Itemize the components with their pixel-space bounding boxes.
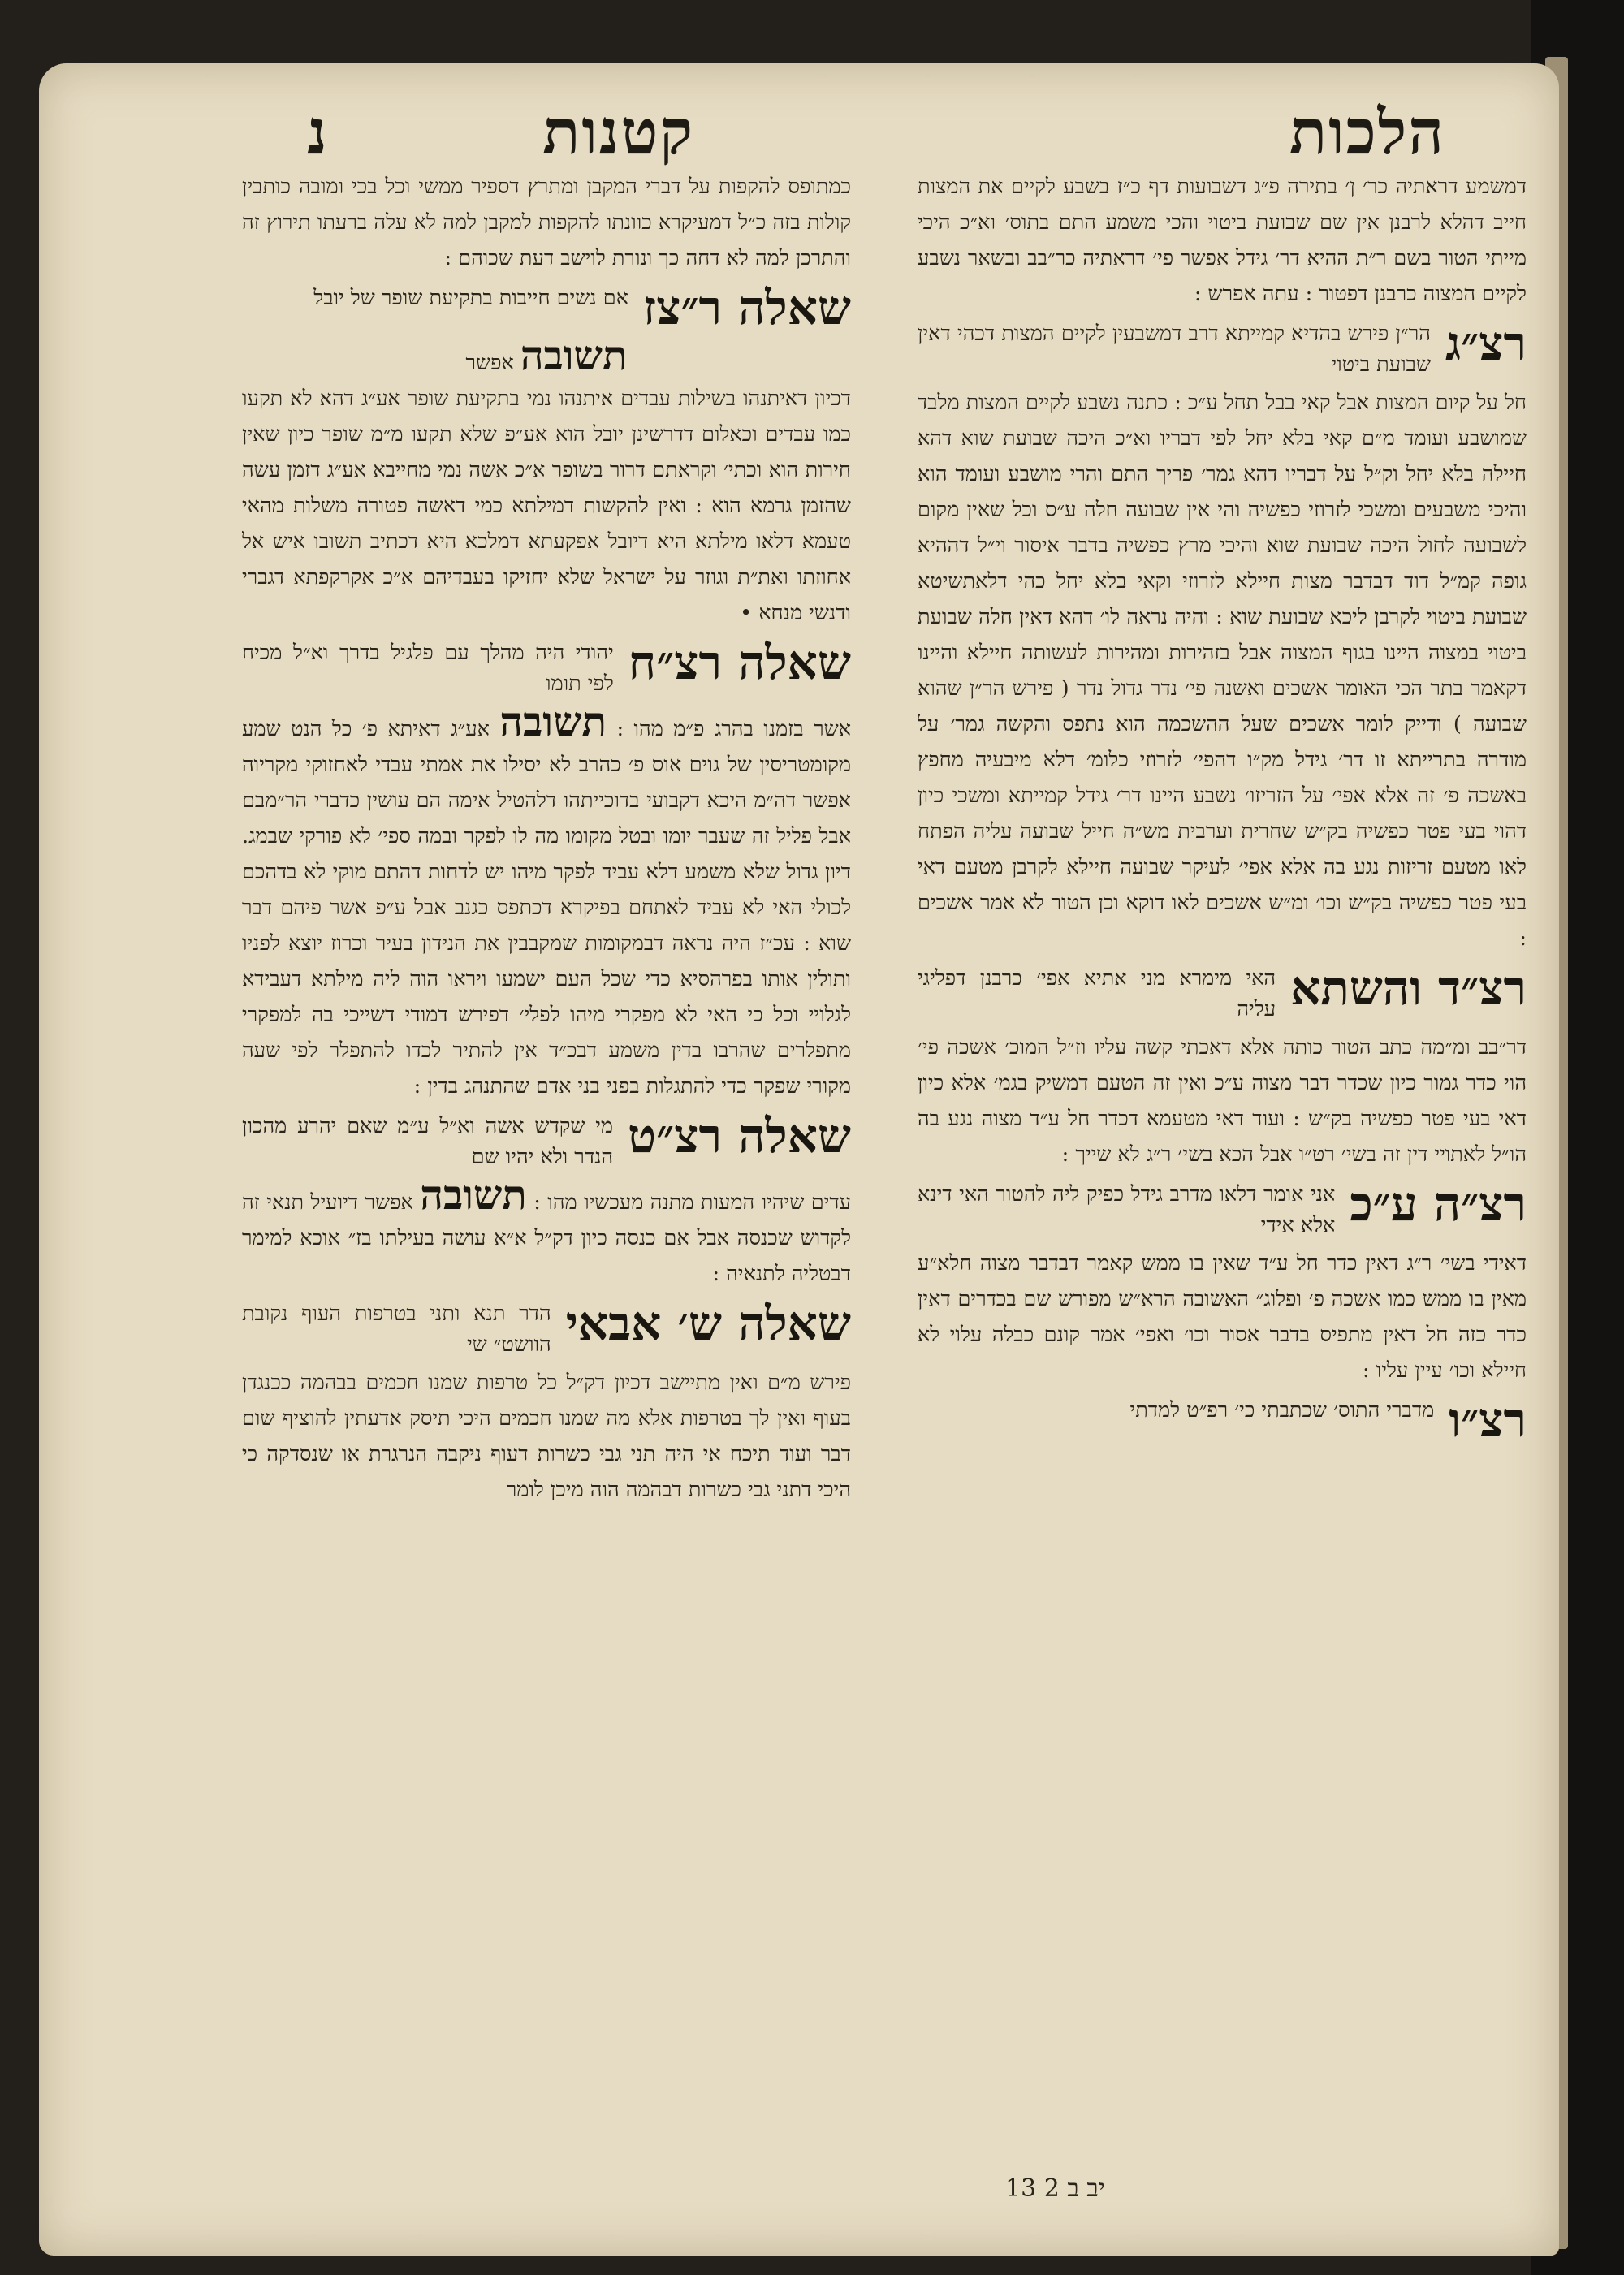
question-label: שאלה רצ״ט: [628, 1108, 851, 1163]
question-text: אם נשים חייבות בתקיעת שופר של יובל: [313, 286, 628, 310]
section-heading-293: [918, 318, 1527, 380]
question-text: יהודי היה מהלך עם פלגיל בדרך וא״ל מכיח לפי תומו: [242, 641, 614, 696]
answer-body: אפשר דיועיל תנאי זה לקדוש שכנסה אבל אם כנסה כיון דק״ל א״א עושה בעילתו בז״ אוכא למימר דבטליה לתנאיה :: [242, 1190, 851, 1286]
running-head-left: קטנות: [542, 96, 695, 168]
section-body: חל על קיום המצות אבל קאי בבל תחל ע״כ : כתנה נשבע לקיים המצות מלבד שמושבע ועומד מ״ם קאי בלא יחל לפי דבריו וא״כ היכה שבועת שוא דהא חיילה בלא יחל וק״ל על דבריו דהא גמר׳ פריך התם והרי מושבע ועומד הוא והיכי משבעים ומשכי לזרוזי כפשיה והי אין שבועה חלה ע״ס וכל שאין מקום לשבועה לחול היכה שבועת שוא והיכי מרץ כפשיה בדבר איסור וי״ל דההיא גופה קמ״ל דוד דבדבר מצות חיילא לזרוזי וקאי בלא יחל כהי דלאתשיטא שבועת ביטוי לקרבן ליכא שבועת שוא : והיה נראה לו׳ דהא דאין חלה שבועת ביטוי במצוה היינו בגוף המצוה אבל בזהירות ומהירות לעשותה חיילא והיינו דקאמר בתר הכי האומר אשכים ואשנה פי׳ נדר גדול נדר ( פירש הר״ן שהוא שבועה ) ודייק לומר אשכים שעל ההשכמה הוא נתפס והקשה גמר׳ על מודרה בתרייתא זו דר׳ גידל מק״ו דהפי׳ לזרוזי כלומ׳ דלא מיבעיה מחפץ באשכה פ׳ זה אלא אפי׳ על הזריזו׳ נשבע היינו דר׳ גידל קמייתא ומשכי כיון דהוי בעי פטר כפשיה בק״ש שחרית וערבית מש״ה חייל שבועה עליה הפתח לאו מטעם זריזות נגע בה אלא אפי׳ לעיקר שבועה חיילא לקרבן מטעם דאי בעי פטר כפשיה בק״ש וכו׳ ומ״ש אשכים לאו דוקא וכן הטור לא אמר אשכים :: [918, 391, 1527, 951]
left-intro-text: כמתופס להקפות על דברי המקבן ומתרץ דספיר ממשי וכל בכי ומובה כותבין קולות בזה כ״ל דמעיקרא כוונתו להקפות למקבן למה לא עלה ברעתו תירוץ זה והתרכן למה לא דחה כך ונורת לוישב דעת שכוהם :: [242, 175, 851, 270]
section-number: רצ״ו: [1449, 1392, 1527, 1448]
section-heading-296: [918, 1392, 1527, 1448]
question-label: שאלה ר״צז: [642, 280, 851, 335]
question-heading-299: [242, 1108, 851, 1172]
answer-label: תשובה: [520, 331, 628, 379]
right-intro-text: דמשמע דראתיה כר׳ ן׳ בתירה פ״ג דשבועות דף כ״ז בשבע לקיים את המצות חייב דהלא לרבנן אין שם שבועת ביטוי והכי משמע התם בתוס׳ וא״כ היכי מייתי הטור בשם ר״ת ההיא דר׳ גידל אפשר פי׳ דראתיה כר״בב ובשאר נשבע לקיים המצוה כרבנן דפטור : עתה אפרש :: [918, 175, 1527, 306]
section-body: דר״בב ומ״מה כתב הטור כותה אלא דאכתי קשה עליו וז״ל המוכ׳ אשכה פי׳ הוי כדר גמור כיון שכדר דבר מצוה ע״כ ואין זה הטעם דמשיק בגמ׳ אלא כיון דאי בעי פטר כפשיה בק״ש : ועוד דאי מטעמא דכדר חל ע״ד מצוה נגע בה הו״ל לאתויי דין זה בשי׳ רט״ו אבל הכא בשי׳ ר״ג לא שייך :: [918, 1035, 1527, 1167]
question-label: שאלה רצ״ח: [628, 635, 851, 690]
section-lead: אני אומר דלאו מדרב גידל כפיק ליה להטור האי דינא אלא אידי: [918, 1182, 1336, 1237]
answer-label: תשובה: [499, 697, 607, 745]
answer-lead: אשר בזמנו בהרג פ״מ מהו :: [616, 717, 851, 741]
question-heading-297: [242, 280, 851, 335]
answer-lead: אפשר: [465, 351, 514, 375]
left-column: [242, 169, 851, 2166]
question-continuation: עדים שיהיו המעות מתנה מעכשיו מהו :: [533, 1190, 851, 1215]
running-head-right: הלכות: [1289, 96, 1445, 168]
section-lead: הר״ן פירש בהדיא קמייתא דרב דמשבעין לקיים המצות דכהי דאין שבועת ביטוי: [918, 322, 1431, 377]
question-heading-298: [242, 637, 851, 699]
right-column: [918, 169, 1527, 2166]
section-number: רצ״ג: [1445, 316, 1527, 371]
folio-letter: נ: [307, 96, 329, 168]
question-text: מי שקדש אשה וא״ל ע״מ שאם יהרע מהכון הנדר ולא יהיו שם: [242, 1114, 614, 1169]
answer-body: פירש מ״ם ואין מתיישב דכיון דק״ל כל טרפות שמנו חכמים בבהמה ככנגדן בעוף ואין לך בטרפות אלא מה שמנו חכמים היכי תיסק אדעתין להוציף שום דבר ועוד תיכח אי היה תני גבי כשרות דעוף ניקבה הנרגרת או שנסדקה כי היכי דתני גבי כשרות דבהמה הוה מיכן לומר: [242, 1371, 851, 1502]
section-lead: מדברי התוס׳ שכתבתי כי׳ רפ״ט למדתי: [1129, 1398, 1435, 1422]
answer-body: אע״ג דאיתא פ׳ כל הנט שמע מקומטריסין של גוים אוס פ׳ כהרב לא יסילו את אמתי עבדי לאחזוקי מקריוה אפשר דה״מ היכא דקבועי בדוכייתהו דלהטיל אימה הם עושין כדברי הר״מבם אבל פליל זה שעבר יומו ובטל מקומו מה לו לפקר ובמה ספי׳ לא פורקי שבמג. דיון גדול שלא משמע דלא עביד לפקר מיהו יש לדחות דהתם מוקי לא בדהכם לכולי האי לא עביד לאתחם בפיקרא דכתפס כגנב אבל ע״פ אשר פיהם דבר שוא : עכ״ז היה נראה דבמקומות שמקבבין את הנידון בעיר וכרוז יוצא לפניו ותולין אותו בפרהסיא כדי שכל העם ישמעו ויראו הוה ליה מילתא דעבידא לגלויי וכל כי האי לא מפקרי מיהו לפלי׳ דפירש דמודי דשייכי בה למפקרי מתפלרים שהרבו בדין משמע דבכ״ד אין להתיר לכדו להתפלר לפי שעה מקורי שפקר כדי להתגלות בפני בני אדם שהתנהג בדין :: [242, 717, 851, 1099]
section-body: דאידי בשי׳ ר״ג דאין כדר חל ע״ד שאין בו ממש קאמר דבדבר מצוה חלא״ע מאין בו ממש כמו אשכה פ׳ ופלוג״ האשובה הרא״ש מפורש שם בכדרים דאין כדר כזה חל דאין מתפיס בדבר אסור וכו׳ ואפי׳ אמר קונם כבלה עלוי לא חיילא וכו׳ עיין עליו :: [918, 1251, 1527, 1383]
section-number: רצ״ה ע״כ: [1350, 1176, 1527, 1232]
answer-body: דכיון דאיתנהו בשילות עבדים איתנהו נמי בתקיעת שופר אע״ג דהא לא תקעו כמו עבדים וכאלום דדרשינן יובל הוא אע״פ שלא תקעו מ״מ שופר כיון שאין חירות הוא וכתי׳ וקראתם דרור בשופר א״כ אשה נמי מחייבא אע״ג דזמן עשה שהזמן גרמא הוא : ואין להקשות דמילתא כמי דאשה פטורה משלות מהאי טעמא דלאו מילתא היא דיובל אפקעתא דמלכא היא דכתיב תשובו איש אל אחוזתו ואת״ת וגוזר על ישראל שלא יחזיקו בעבדיהם א״כ אקרקפתא דגברי ודנשי מנחא •: [242, 386, 851, 625]
signature-marks: יב ב 2 13: [1005, 2174, 1105, 2203]
section-number: רצ״ד והשתא: [1290, 961, 1527, 1016]
question-text: הדר תנא ותני בטרפות העוף נקובת הוושט״ שי: [242, 1302, 551, 1357]
document-page: [39, 63, 1559, 2256]
section-lead: האי מימרא מני אתיא אפי׳ כרבנן דפליגי עליה: [918, 966, 1276, 1021]
answer-label: תשובה: [420, 1171, 527, 1219]
answer-heading: [242, 331, 851, 381]
question-label: שאלה ש׳ אבאי: [565, 1296, 851, 1351]
section-heading-295: [918, 1176, 1527, 1241]
section-heading-294: [918, 963, 1527, 1025]
question-heading-300: [242, 1298, 851, 1360]
